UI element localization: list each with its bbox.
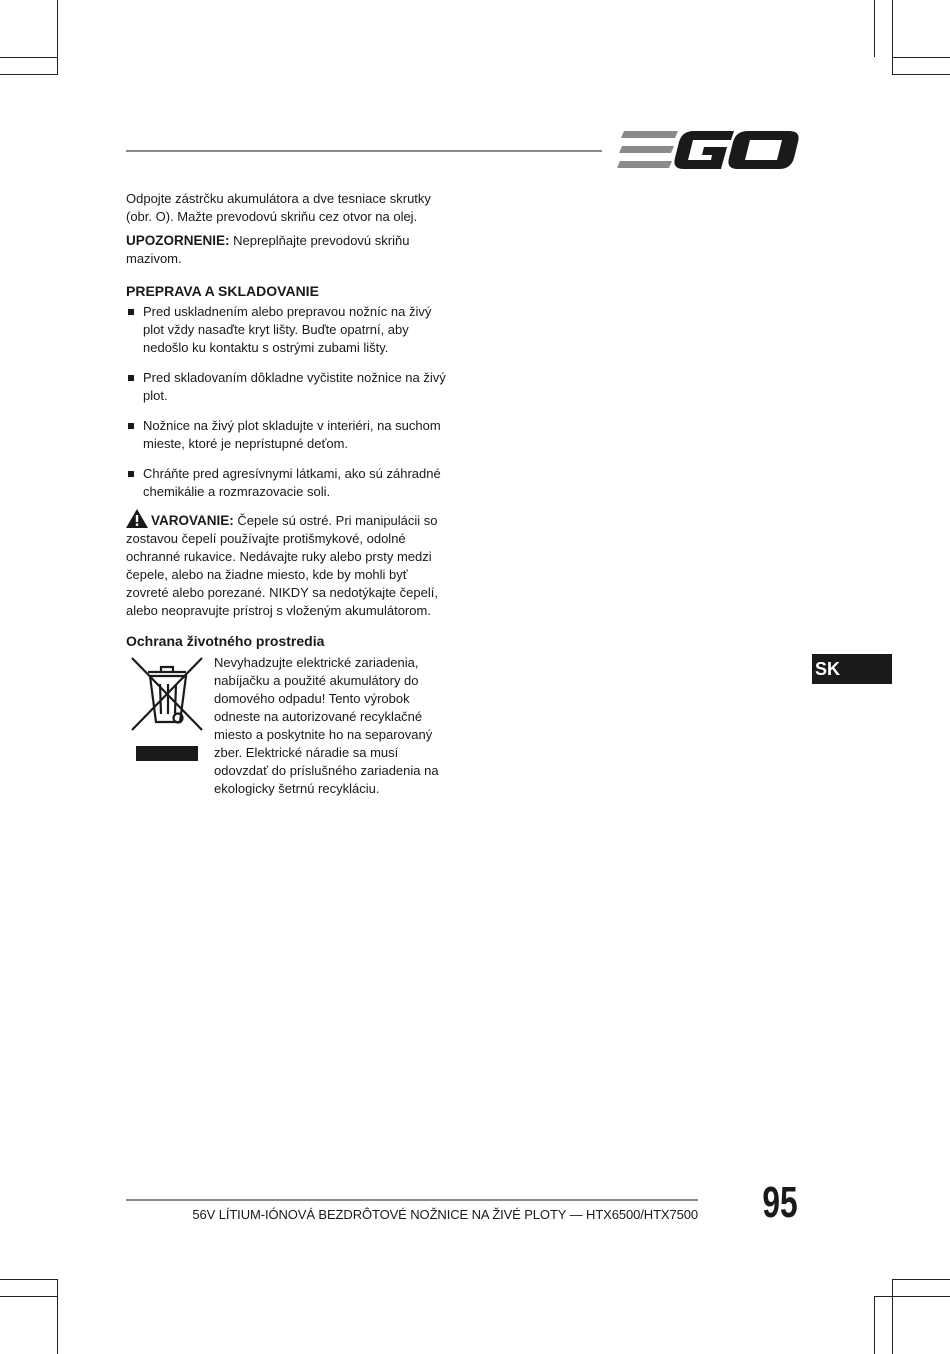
list-item: Nožnice na živý plot skladujte v interiéri, na suchom mieste, ktoré je neprístupné deťom.	[126, 417, 452, 453]
crossed-out-bin-icon	[126, 654, 214, 766]
crop-mark	[57, 0, 58, 75]
crop-mark	[892, 1279, 950, 1280]
crop-mark	[57, 1279, 58, 1354]
footer-rule	[126, 1199, 698, 1201]
warning-paragraph	[126, 509, 452, 620]
crop-mark	[892, 57, 950, 58]
warning-label: VAROVANIE:	[151, 513, 234, 528]
transport-list	[126, 303, 452, 501]
warning-text: Čepele sú ostré. Pri manipulácii so zostavou čepelí používajte protišmykové, odolné ochranné rukavice. Nedávajte ruky alebo prsty medzi čepele, alebo na žiadne miesto, kde by mohli byť zovreté alebo porezané. NIKDY sa nedotýkajte čepelí, alebo neopravujte prístroj s vloženým akumulátorom.	[126, 513, 438, 618]
caution-label: UPOZORNENIE:	[126, 233, 230, 248]
crop-mark	[0, 1296, 57, 1297]
crop-mark	[0, 57, 57, 58]
language-tab: SK	[812, 654, 892, 684]
caution-text: Nepreplňajte prevodovú skriňu mazivom.	[126, 233, 410, 266]
warning-triangle-icon	[126, 509, 148, 528]
footer-title: 56V LÍTIUM-IÓNOVÁ BEZDRÔTOVÉ NOŽNICE NA ŽIVÉ PLOTY — HTX6500/HTX7500	[192, 1207, 698, 1222]
ego-logo	[616, 128, 800, 172]
environment-text: Nevyhadzujte elektrické zariadenia, nabíjačku a použité akumulátory do domového odpadu! Tento výrobok odneste na autorizované recyklačné miesto a poskytnite ho na separovaný zber. Elektrické náradie sa musí odovzdať do príslušného zariadenia na ekologicky šetrnú recykláciu.	[214, 655, 439, 796]
crop-mark	[874, 1296, 950, 1297]
crop-mark	[0, 1279, 57, 1280]
crop-mark	[892, 74, 950, 75]
crop-mark	[892, 0, 893, 75]
list-item: Chráňte pred agresívnymi látkami, ako sú záhradné chemikálie a rozmrazovacie soli.	[126, 465, 452, 501]
caution-paragraph	[126, 232, 452, 268]
list-item: Pred skladovaním dôkladne vyčistite nožnice na živý plot.	[126, 369, 452, 405]
intro-paragraph: Odpojte zástrčku akumulátora a dve tesniace skrutky (obr. O). Mažte prevodovú skriňu cez otvor na olej.	[126, 191, 431, 224]
crop-mark	[874, 1296, 875, 1354]
environment-row	[126, 654, 452, 798]
transport-section-title: PREPRAVA A SKLADOVANIE	[126, 283, 319, 299]
environment-section-title: Ochrana životného prostredia	[126, 633, 325, 649]
crop-mark	[892, 1279, 893, 1354]
content-column	[126, 190, 452, 798]
header-rule	[126, 150, 602, 152]
crop-mark	[874, 0, 875, 57]
page-number: 95	[762, 1178, 798, 1227]
crop-mark	[0, 74, 57, 75]
list-item: Pred uskladnením alebo prepravou nožníc na živý plot vždy nasaďte kryt lišty. Buďte opatrní, aby nedošlo ku kontaktu s ostrými zubami lišty.	[126, 303, 452, 357]
